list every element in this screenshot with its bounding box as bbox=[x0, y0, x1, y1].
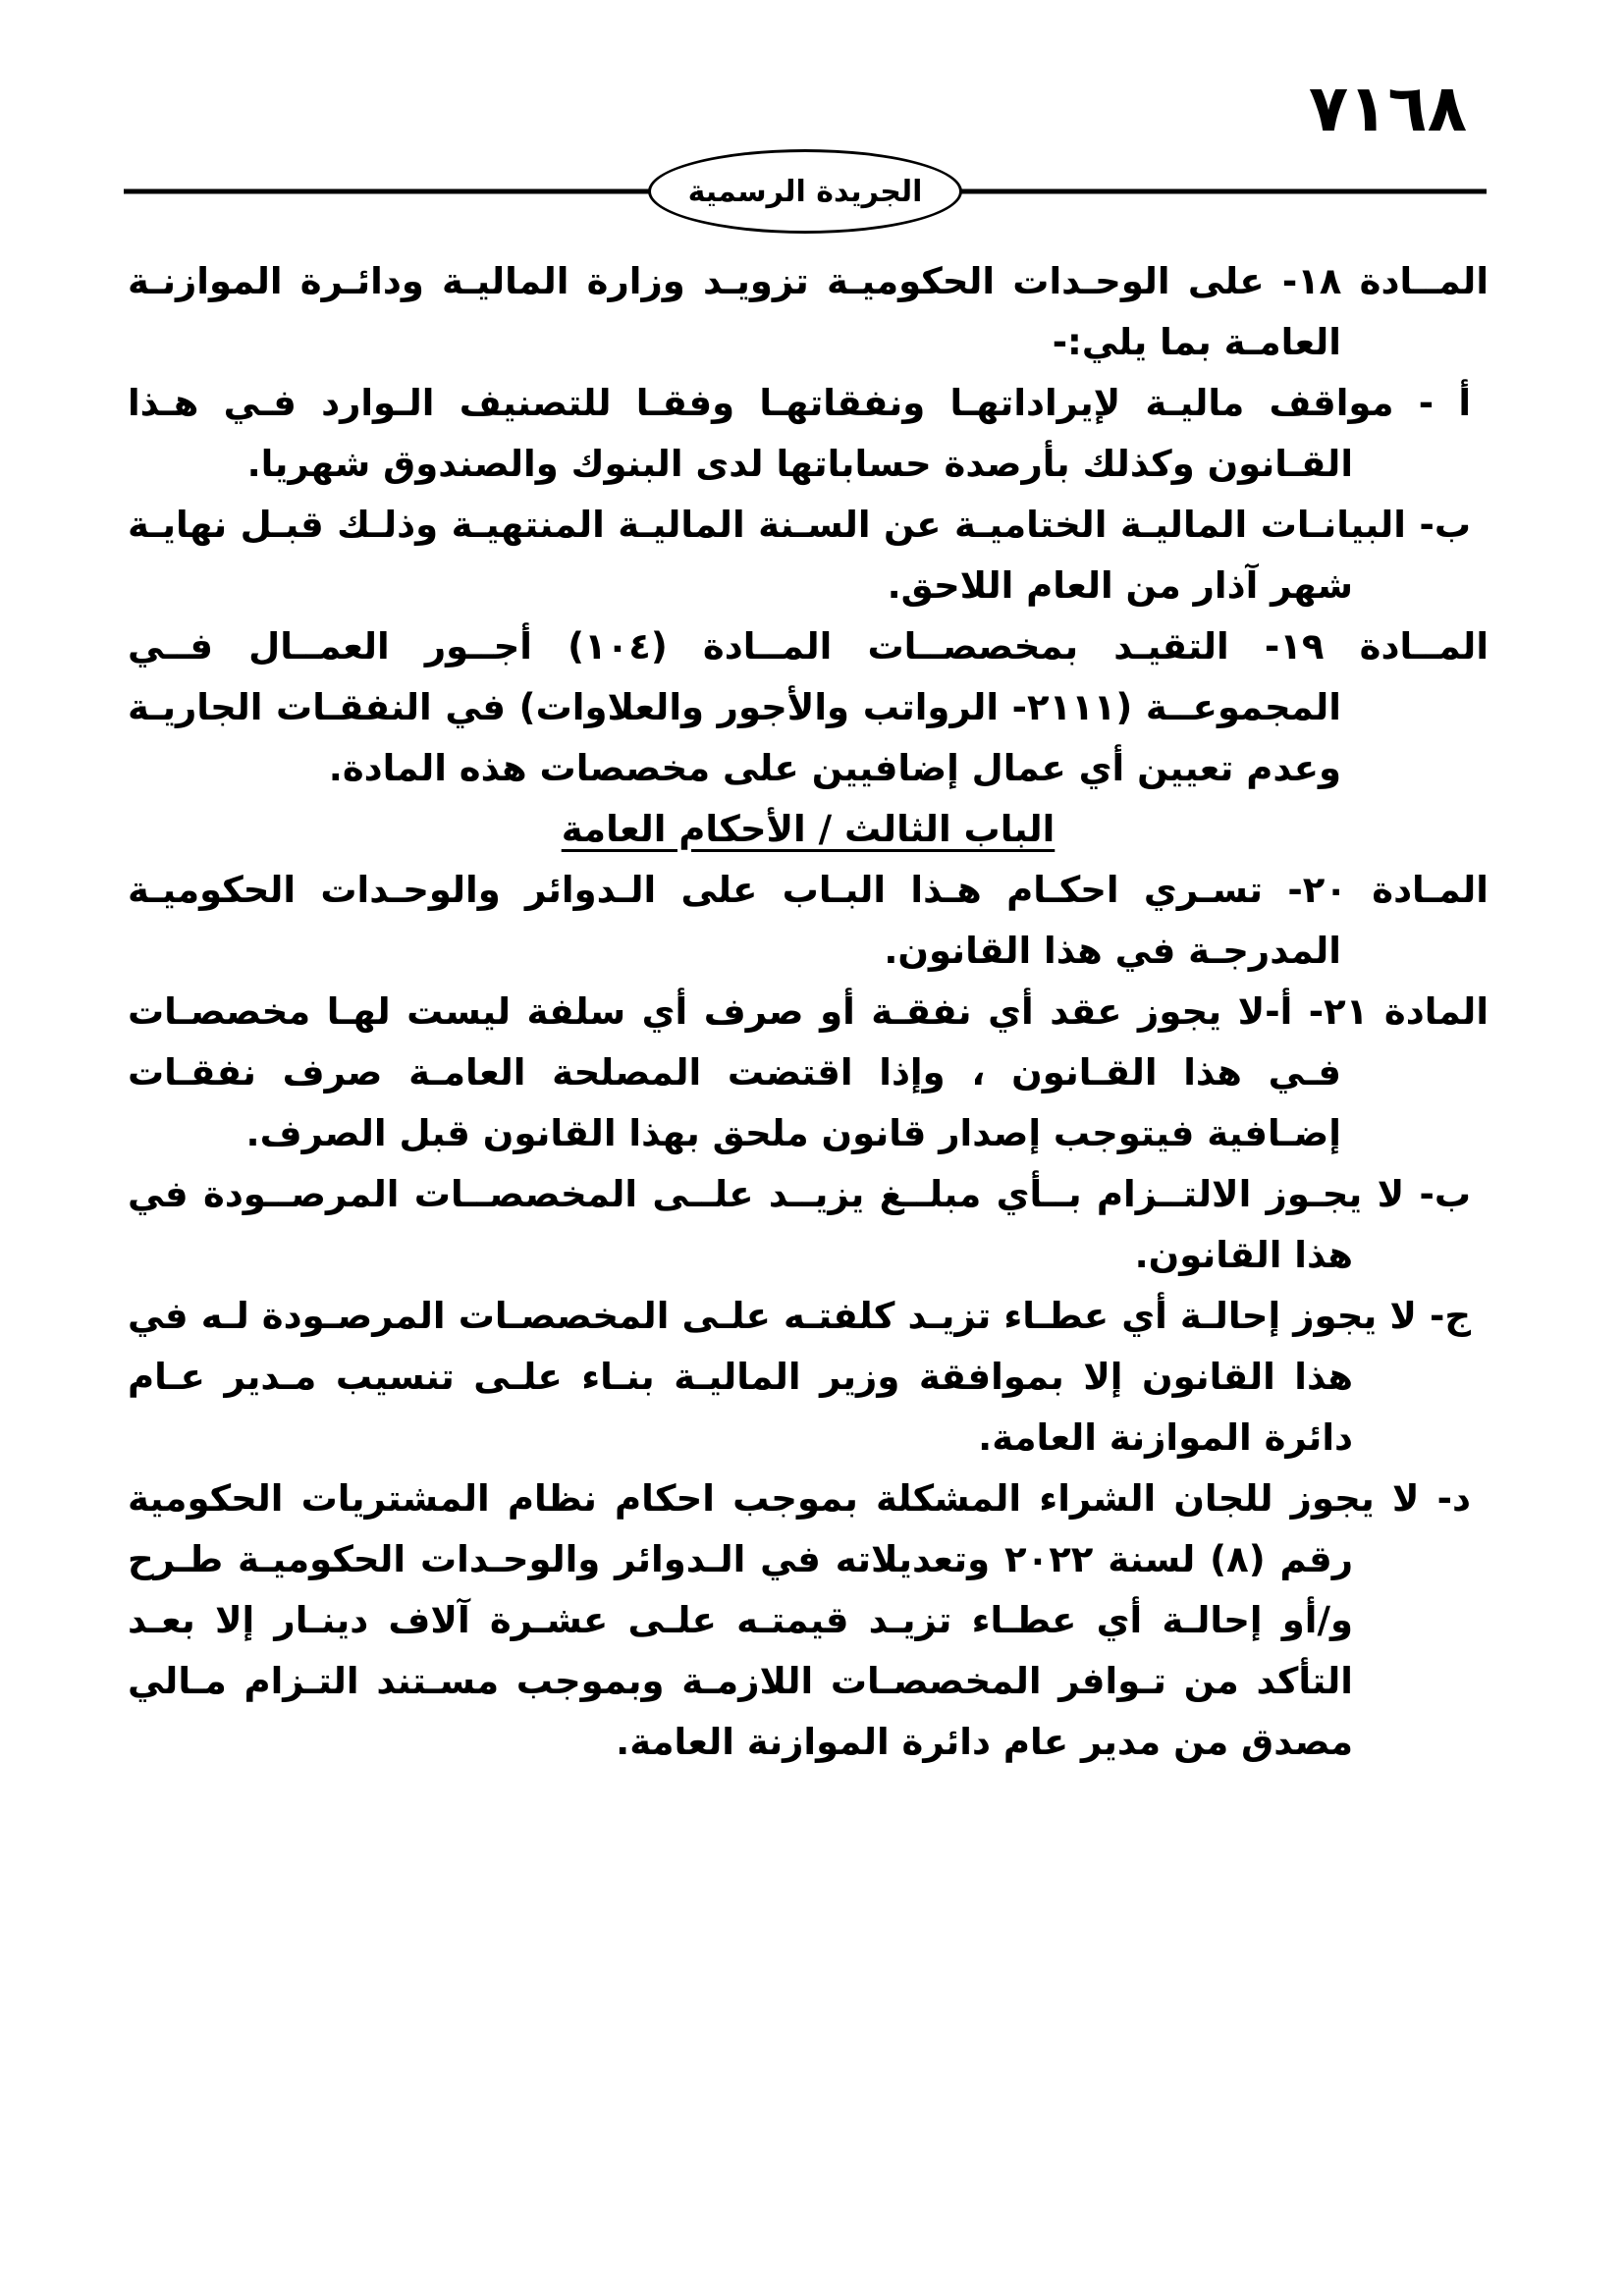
document-body bbox=[128, 251, 1489, 1773]
section-heading-chapter-3: الباب الثالث / الأحكام العامة bbox=[561, 808, 1056, 850]
paragraph-article-21-item-a: المادة ٢١- أ-لا يجوز عقد أي نفقـة أو صرف أي سلفة ليست لهـا مخصصـات فـي هذا القـانون ، وإذا اقتضت المصلحة العامـة صرف نفقـات إضـافية فيتوجب إصدار قانون ملحق بهذا القانون قبل الصرف. bbox=[128, 990, 1489, 1154]
page-number: ٧١٦٨ bbox=[1308, 71, 1467, 146]
paragraph-article-21-item-d: د- لا يجوز للجان الشراء المشكلة بموجب احكام نظام المشتريات الحكومية رقم (٨) لسنة ٢٠٢٢ وتعديلاته في الـدوائر والوحـدات الحكوميـة طـرح و/أو إحالـة أي عطـاء تزيـد قيمتـه علـى عشـرة آلاف دينـار إلا بعـد التأكد من تـوافر المخصصـات اللازمـة وبموجب مسـتند التـزام مـالي مصدق من مدير عام دائرة الموازنة العامة. bbox=[128, 1477, 1471, 1763]
paragraph-article-18-item-b: ب- البيانـات الماليـة الختاميـة عن السـنة الماليـة المنتهيـة وذلـك قبـل نهايـة شهر آذار من العام اللاحق. bbox=[128, 504, 1471, 607]
paragraph-article-21-item-b: ب- لا يجـوز الالتــزام بــأي مبلــغ يزيــد علــى المخصصــات المرصــودة في هذا القانون. bbox=[128, 1173, 1471, 1276]
paragraph-article-19: المــادة ١٩- التقيـد بمخصصــات المــادة (١٠٤) أجــور العمــال فــي المجموعــة (٢١١١- الرواتب والأجور والعلاوات) في النفقـات الجاريـة وعدم تعيين أي عمال إضافيين على مخصصات هذه المادة. bbox=[128, 625, 1489, 789]
gazette-title-badge bbox=[648, 149, 962, 234]
paragraph-article-21-item-c: ج- لا يجوز إحالـة أي عطـاء تزيـد كلفتـه علـى المخصصـات المرصـودة لـه في هذا القانون إلا بموافقة وزير الماليـة بنـاء علـى تنسيب مـدير عـام دائرة الموازنة العامة. bbox=[128, 1295, 1471, 1459]
paragraph-article-18: المــادة ١٨- على الوحـدات الحكوميـة تزويـد وزارة الماليـة ودائـرة الموازنـة العامـة بما يلي:- bbox=[128, 260, 1489, 363]
page-header bbox=[124, 147, 1487, 236]
paragraph-article-20: المـادة ٢٠- تسـري احكـام هـذا البـاب على الـدوائر والوحـدات الحكوميـة المدرجـة في هذا القانون. bbox=[128, 869, 1489, 972]
gazette-title: الجريدة الرسمية bbox=[687, 174, 923, 209]
paragraph-article-18-item-a: أ - مواقف ماليـة لإيراداتهـا ونفقاتهـا وفقـا للتصنيف الـوارد فـي هـذا القـانون وكذلك بأرصدة حساباتها لدى البنوك والصندوق شهريا. bbox=[128, 382, 1471, 485]
